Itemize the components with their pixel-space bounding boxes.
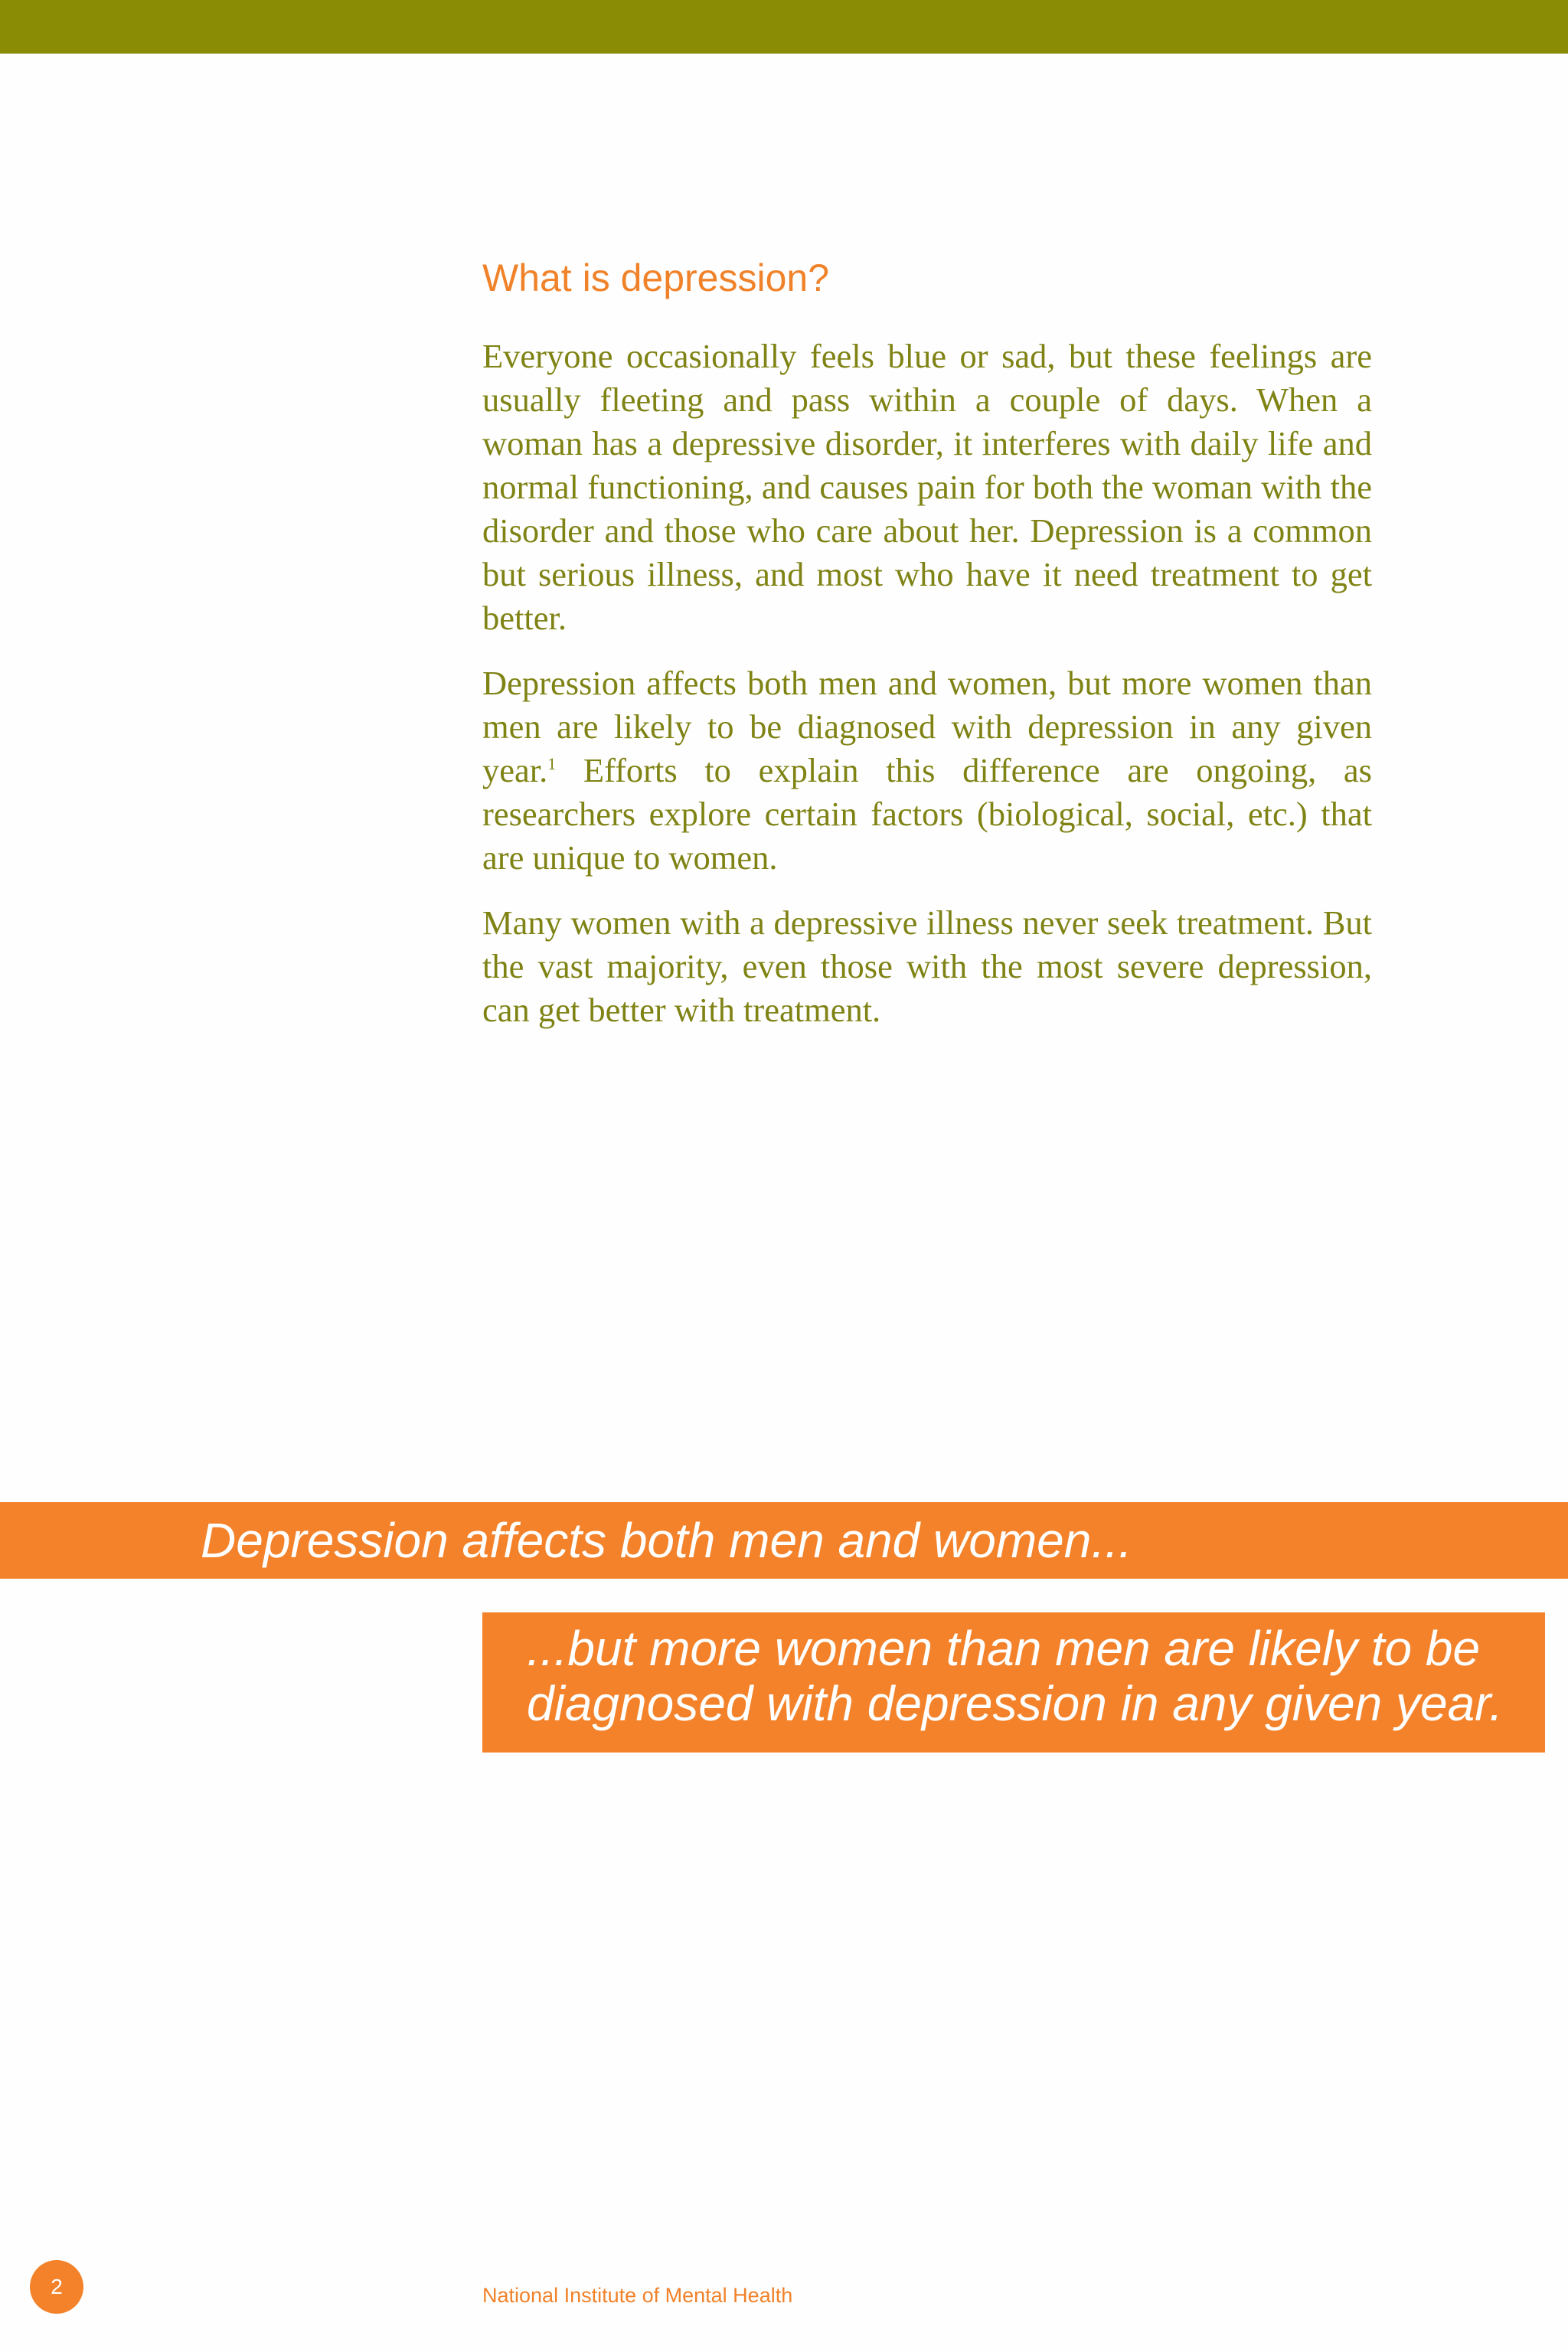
paragraph-prevalence-text: Depression affects both men and women, but more women than men are likely to be diagnosed with depression in any given year. (482, 664, 1372, 789)
footnote-ref[interactable]: 1 (547, 754, 557, 774)
section-title: What is depression? (482, 256, 830, 299)
footer-organization: National Institute of Mental Health (482, 2284, 793, 2307)
header-bar (0, 0, 1568, 54)
main-content (482, 249, 1372, 1054)
paragraph-treatment: Many women with a depressive illness never seek treatment. But the vast majority, even those with the most severe depression, can get better with treatment. (482, 903, 1372, 1029)
callout-band-2 (482, 1612, 1545, 1753)
paragraph-prevalence-cont: Efforts to explain this difference are ongoing, as researchers explore certain factors (biological, social, etc.) that are unique to women. (482, 751, 1372, 877)
callout-line-1: Depression affects both men and women... (201, 1513, 1132, 1568)
paragraph-prevalence (482, 662, 1372, 880)
page-number-badge: 2 (30, 2260, 83, 2314)
paragraph-intro: Everyone occasionally feels blue or sad, but these feelings are usually fleeting and pass within a couple of days. When a woman has a depressive disorder, it interferes with daily life and normal functioning, and causes pain for both the woman with the disorder and those who care about her. Depression is a common but serious illness, and most who have it need treatment to get better. (482, 337, 1372, 637)
callout-line-2: ...but more women than men are likely to be diagnosed with depression in any given year. (527, 1621, 1503, 1731)
callout-band-1 (0, 1502, 1568, 1579)
